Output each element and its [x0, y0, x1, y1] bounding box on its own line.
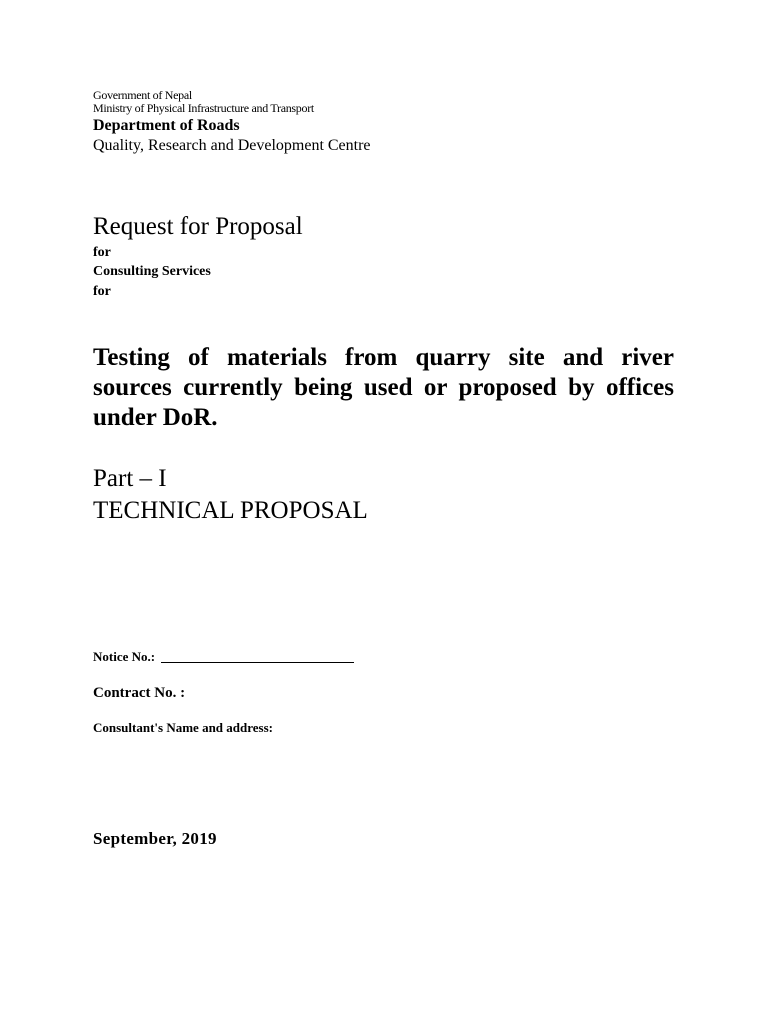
document-title: Request for Proposal — [93, 213, 303, 240]
notice-field — [93, 650, 354, 663]
proposal-subject: Testing of materials from quarry site and river sources currently being used or proposed by offices under DoR. — [93, 344, 674, 431]
notice-label: Notice No.: — [93, 649, 156, 664]
contract-label: Contract No. : — [93, 685, 186, 701]
notice-blank-line — [161, 651, 354, 663]
ministry-name: Ministry of Physical Infrastructure and Transport — [93, 101, 314, 115]
centre-name: Quality, Research and Development Centre — [93, 137, 371, 154]
services-label: Consulting Services — [93, 264, 211, 279]
part-number: Part – I — [93, 465, 167, 492]
document-date: September, 2019 — [93, 829, 217, 848]
title-for-2: for — [93, 284, 111, 299]
government-name: Government of Nepal — [93, 88, 192, 102]
part-name: TECHNICAL PROPOSAL — [93, 497, 368, 524]
consultant-label: Consultant's Name and address: — [93, 720, 273, 735]
department-name: Department of Roads — [93, 117, 240, 134]
title-for-1: for — [93, 245, 111, 260]
